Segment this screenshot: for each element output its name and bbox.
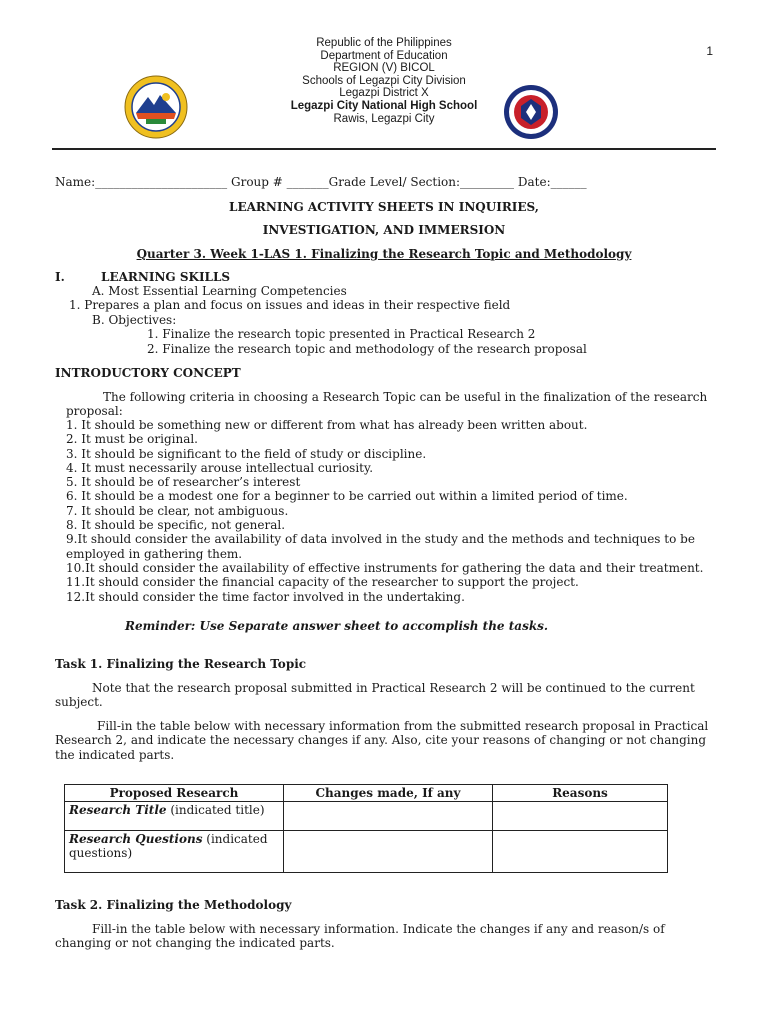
criteria-item: 11.It should consider the financial capacity of the researcher to support the project. [66, 575, 579, 590]
reminder-note: Reminder: Use Separate answer sheet to accomplish the tasks. [125, 619, 549, 633]
letterhead [0, 37, 768, 125]
table-row [65, 802, 668, 831]
objectives-label: B. Objectives: [92, 313, 177, 327]
column-header: Proposed Research [65, 785, 284, 802]
sheet-title-line1: LEARNING ACTIVITY SHEETS IN INQUIRIES, [229, 200, 539, 214]
task1-instructions: Research 2, and indicate the necessary changes if any. Also, cite your reasons of changing or not changing [55, 733, 707, 747]
criteria-item: 3. It should be significant to the field of study or discipline. [66, 446, 427, 461]
task1-note: subject. [55, 695, 103, 709]
letterhead-line: Legazpi District X [339, 87, 429, 100]
school-seal-logo [503, 84, 559, 140]
criteria-list [66, 418, 703, 604]
row-label-note: (indicated questions) [69, 832, 268, 860]
column-header: Reasons [493, 785, 668, 802]
letterhead-line: Schools of Legazpi City Division [302, 74, 466, 87]
learning-skills-heading: LEARNING SKILLS [101, 270, 231, 284]
objective-item: 2. Finalize the research topic and methodology of the research proposal [147, 342, 587, 356]
row-label-cell [65, 802, 284, 831]
criteria-item: 1. It should be something new or different from what has already been written about. [66, 418, 588, 432]
criteria-item: employed in gathering them. [66, 546, 243, 561]
task1-instructions: Fill-in the table below with necessary information from the submitted research proposal in Practical [97, 719, 709, 733]
competencies-label: A. Most Essential Learning Competencies [92, 284, 347, 298]
reasons-cell[interactable] [493, 802, 668, 831]
task2-heading: Task 2. Finalizing the Methodology [55, 898, 292, 912]
criteria-item: 12.It should consider the time factor involved in the undertaking. [66, 589, 465, 604]
criteria-item: 2. It must be original. [66, 432, 198, 447]
criteria-item: 7. It should be clear, not ambiguous. [66, 503, 289, 518]
deped-seal-logo [124, 75, 188, 139]
intro-paragraph: proposal: [66, 404, 123, 418]
competency-item: 1. Prepares a plan and focus on issues and ideas in their respective field [69, 298, 511, 312]
section-numeral: I. [55, 270, 65, 284]
table-row [65, 831, 668, 873]
research-topic-table [64, 784, 668, 873]
intro-paragraph: The following criteria in choosing a Research Topic can be useful in the finalization of the research [103, 390, 708, 404]
sheet-subtitle: Quarter 3. Week 1-LAS 1. Finalizing the Research Topic and Methodology [136, 247, 632, 261]
criteria-item: 9.It should consider the availability of data involved in the study and the methods and techniques to be [66, 532, 695, 547]
letterhead-line: Republic of the Philippines [316, 37, 452, 49]
task1-instructions: the indicated parts. [55, 748, 175, 762]
letterhead-line: Department of Education [320, 49, 448, 62]
task2-instructions: Fill-in the table below with necessary information. Indicate the changes if any and reason/s of [92, 922, 665, 936]
row-label: Research Questions [69, 832, 203, 846]
criteria-item: 10.It should consider the availability of effective instruments for gathering the data and their treatment. [66, 560, 704, 575]
school-name: Legazpi City National High School [290, 99, 478, 112]
objective-item: 1. Finalize the research topic presented in Practical Research 2 [147, 327, 536, 341]
task2-instructions: changing or not changing the indicated parts. [55, 936, 335, 950]
school-address: Rawis, Legazpi City [333, 112, 435, 125]
column-header: Changes made, If any [284, 785, 493, 802]
header-divider [52, 148, 716, 150]
letterhead-line: REGION (V) BICOL [333, 62, 435, 75]
task1-heading: Task 1. Finalizing the Research Topic [55, 657, 307, 671]
criteria-item: 5. It should be of researcher’s interest [66, 475, 301, 490]
criteria-item: 8. It should be specific, not general. [66, 518, 286, 533]
reasons-cell[interactable] [493, 831, 668, 873]
table-header-row [65, 785, 668, 802]
criteria-item: 4. It must necessarily arouse intellectual curiosity. [66, 460, 374, 475]
student-info-line: Name:______________________ Group # _______Grade Level/ Section:_________ Date:______ [55, 175, 587, 189]
row-label: Research Title [69, 803, 167, 817]
changes-cell[interactable] [284, 802, 493, 831]
changes-cell[interactable] [284, 831, 493, 873]
page-number: 1 [706, 44, 713, 58]
intro-heading: INTRODUCTORY CONCEPT [55, 366, 241, 380]
criteria-item: 6. It should be a modest one for a beginner to be carried out within a limited period of time. [66, 489, 628, 504]
row-label-cell [65, 831, 284, 873]
sheet-title-line2: INVESTIGATION, AND IMMERSION [262, 223, 506, 237]
task1-note: Note that the research proposal submitted in Practical Research 2 will be continued to the current [92, 681, 695, 695]
row-label-note: (indicated title) [166, 803, 265, 817]
